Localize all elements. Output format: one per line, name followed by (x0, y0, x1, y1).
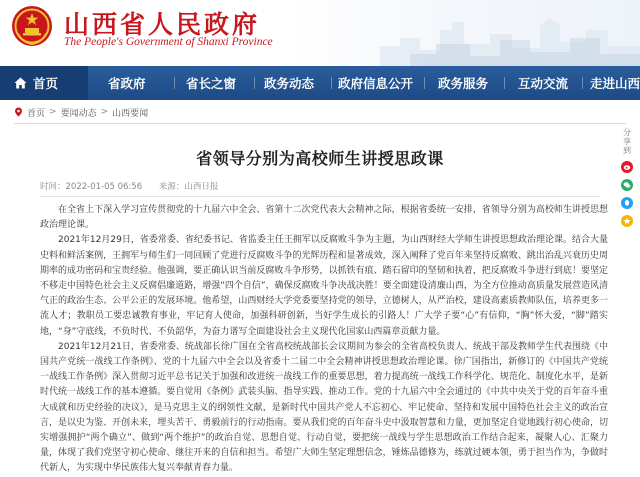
nav-item-label: 省长之窗 (186, 76, 237, 91)
nav-item-label: 政务服务 (438, 76, 489, 91)
article-paragraph: 2021年12月29日，省委常委、省纪委书记、省监委主任王拥军以反腐败斗争为主题，为山西财经大学师生讲授思想政治理论课。结合大量史料和鲜活案例，王拥军与师生们一同回顾了党进行反腐败斗争的光辉历程和显著成效，深入阐释了党百年来坚持反腐败、跳出治乱兴衰历史周期率的成功密码和宝贵经验。他强调，要正确认识当前反腐败斗争形势，以抓铁有痕、踏石留印的坚韧和执着，把反腐败斗争进行到底！要坚定不移走中国特色社会主义反腐倡廉道路，增强“四个自信”，确保反腐败斗争决战决胜！要全面建设清廉山西，为全方位推动高质量发展营造风清气正的政治生态、公平公正的发展环境。他希望，山西财经大学党委要坚持党的领导，立德树人，从严治校，建设高素质教师队伍，培养更多一流人才；教职员工要忠诚教育事业，牢记育人使命，加强科研创新，当好学生成长的引路人！广大学子要“心”有信仰，“胸”怀大爱，“脚”踏实地，“身”守底线，不负时代、不负韶华，为奋力谱写全面建设社会主义现代化国家山西篇章贡献力量。 (40, 235, 608, 337)
breadcrumb-news[interactable]: 要闻动态 (60, 108, 97, 119)
publish-time: 时间：2022-01-05 06:56 (40, 182, 143, 192)
nav-item-home[interactable] (0, 66, 88, 100)
article-paragraph: 在全省上下深入学习宣传贯彻党的十九届六中全会、省第十二次党代表大会精神之际，根据省委统一安排，省领导分别为高校师生讲授思想政治理论课。 (40, 205, 608, 231)
share-label: 分享到 (622, 128, 632, 155)
qzone-icon[interactable] (621, 215, 633, 227)
national-emblem-icon (10, 4, 54, 48)
nav-item-government[interactable] (108, 66, 146, 100)
nav-item-label: 走进山西 (590, 76, 640, 91)
home-icon (14, 77, 27, 89)
nav-item-info-disclosure[interactable] (338, 66, 413, 100)
main-nav (0, 66, 640, 100)
nav-item-label: 政府信息公开 (338, 76, 414, 91)
nav-separator (582, 77, 583, 89)
article-title: 省领导分别为高校师生讲授思政课 (196, 149, 444, 168)
nav-separator (254, 77, 255, 89)
nav-item-governor-window[interactable] (186, 66, 236, 100)
nav-item-label: 省政府 (108, 76, 146, 91)
site-title[interactable]: 山西省人民政府 (64, 10, 261, 39)
nav-item-label: 互动交流 (518, 76, 569, 91)
site-header (0, 0, 640, 66)
breadcrumb-separator: > (49, 107, 57, 117)
article-meta (40, 180, 232, 192)
wechat-icon[interactable] (621, 179, 633, 191)
nav-item-services[interactable] (438, 66, 488, 100)
breadcrumb-shanxi-news[interactable]: 山西要闻 (112, 108, 149, 119)
nav-item-about-shanxi[interactable] (590, 66, 640, 100)
qq-icon[interactable] (621, 197, 633, 209)
divider (40, 196, 600, 197)
skyline-decoration (340, 0, 640, 66)
nav-item-label: 首页 (33, 76, 59, 91)
nav-separator (331, 77, 332, 89)
nav-item-label: 政务动态 (264, 76, 315, 91)
article-body (40, 203, 608, 477)
site-subtitle: The People's Government of Shanxi Province (64, 36, 273, 48)
share-rail (620, 128, 634, 227)
nav-separator (174, 77, 175, 89)
nav-item-news[interactable] (264, 66, 314, 100)
breadcrumb-home[interactable]: 首页 (27, 108, 46, 119)
breadcrumb-separator: > (100, 107, 109, 117)
divider (14, 123, 626, 124)
article-paragraph: 2021年12月21日，省委常委、统战部长徐广国在全省高校统战部长会议期间为参会的全省高校负责人、统战干部及教师学生代表围绕《中国共产党统一战线工作条例》、党的十九届六中全会以及省委十二届二中全会精神讲授思想政治理论课。徐广国指出，新修订的《中国共产党统一战线工作条例》深入贯彻习近平总书记关于加强和改进统一战线工作的重要思想，着力提高统一战线工作科学化、规范化、制度化水平，是新时代统一战线工作的基本遵循。要自觉用《条例》武装头脑、指导实践、推动工作。党的十九届六中全会通过的《中共中央关于党的百年奋斗重大成就和历史经验的决议》，是马克思主义的纲领性文献，是新时代中国共产党人不忘初心、牢记使命、坚持和发展中国特色社会主义的政治宣言，是以史为鉴、开创未来，埋头苦干、勇毅前行的行动指南。要从我们党的百年奋斗史中汲取智慧和力量，更加坚定自觉地践行初心使命，切实增强拥护“两个确立”、做到“两个维护”的政治自觉、思想自觉、行动自觉，要把统一战线与学生思想政治工作结合起来，凝聚人心、汇聚力量，体现了我们党坚守初心使命、继往开来的自信和担当。希望广大师生坚定理想信念，锤炼品德修为，练就过硬本领，勇于担当作为，争做时代新人，为实现中华民族伟大复兴奉献青春力量。 (40, 341, 608, 474)
nav-item-interaction[interactable] (518, 66, 568, 100)
nav-separator (424, 77, 425, 89)
nav-separator (504, 77, 505, 89)
breadcrumb (14, 104, 148, 120)
article-source: 来源：山西日报 (158, 182, 219, 192)
location-icon (14, 107, 23, 117)
